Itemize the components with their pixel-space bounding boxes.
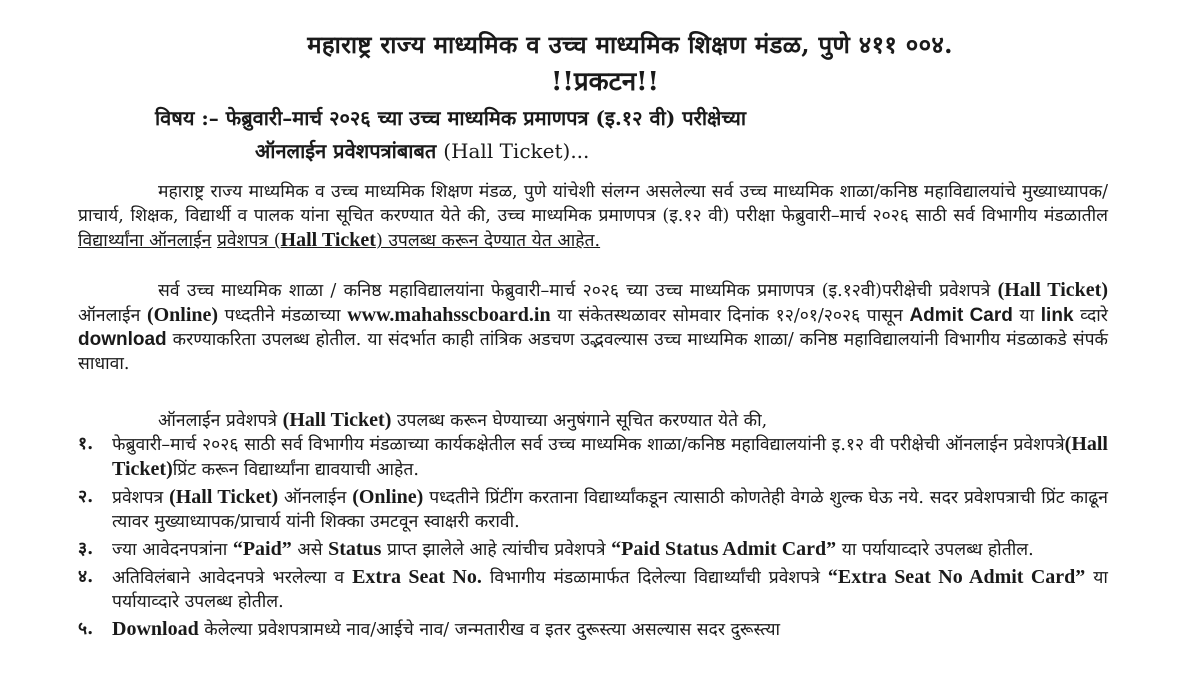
instruction-list	[78, 432, 1108, 645]
item-text	[112, 617, 1108, 642]
item2-t3: पध्दतीने प्रिंटींग करताना विद्यार्थ्यांकडून त्यासाठी कोणतेही वेगळे शुल्क घेऊ नये. सदर प्रवेशपत्राची प्रिंट काढून त्यावर मुख्याध्यापक/प्राचार्य यांनी शिक्का उमटवून स्वाक्षरी करावी.	[112, 488, 1108, 532]
item1-b1: (Hall Ticket)	[112, 433, 1108, 480]
para3-t1: ऑनलाईन प्रवेशपत्रे	[158, 411, 278, 431]
para2-b1: (Hall Ticket)	[997, 279, 1108, 301]
item3-b1: “Paid”	[232, 538, 292, 560]
item3-b2: Status	[328, 538, 382, 560]
item2-b1: (Hall Ticket)	[169, 486, 279, 508]
item3-t3: प्राप्त झालेले आहे त्यांचीच प्रवेशपत्रे	[387, 540, 606, 560]
paragraph-2	[78, 278, 1108, 376]
item5-t1: केलेल्या प्रवेशपत्रामध्ये नाव/आईचे नाव/ जन्मतारीख व इतर दुरूस्त्या असल्यास सदर दुरूस्त्या	[204, 620, 781, 640]
item4-t1: अतिविलंबाने आवेदनपत्रे भरलेल्या व	[112, 568, 345, 588]
para2-t4: या संकेतस्थळावर सोमवार दिनांक १२/०१/२०२६ पासून	[557, 306, 903, 326]
item4-b2: “Extra Seat No Admit Card”	[827, 566, 1086, 588]
subject-block	[155, 104, 1155, 164]
para1-u2a: प्रवेशपत्र (	[216, 231, 281, 251]
subject-line2-en: (Hall Ticket)...	[443, 139, 590, 163]
item-number: ३.	[78, 539, 94, 559]
item-number: १.	[78, 434, 94, 454]
item-text	[112, 432, 1108, 482]
item1-t1: फेब्रुवारी–मार्च २०२६ साठी सर्व विभागीय मंडळाच्या कार्यकक्षेतील सर्व उच्च माध्यमिक शाळा/कनिष्ठ महाविद्यालयांनी इ.१२ वी परीक्षेची ऑनलाईन प्रवेशपत्रे	[112, 435, 1065, 455]
item-text	[112, 537, 1108, 562]
list-item	[78, 565, 1108, 614]
para2-t5: या	[1019, 306, 1035, 326]
para2-t3: पध्दतीने मंडळाच्या	[224, 306, 341, 326]
item-number: ५.	[78, 619, 94, 639]
para2-b5: download	[78, 329, 167, 350]
item-text	[112, 485, 1108, 534]
para2-b4: link	[1040, 305, 1074, 326]
item-text	[112, 565, 1108, 614]
board-title: महाराष्ट्र राज्य माध्यमिक व उच्च माध्यमिक शिक्षण मंडळ, पुणे ४११ ००४.	[307, 30, 953, 59]
item2-t1: प्रवेशपत्र	[112, 488, 164, 508]
item3-t1: ज्या आवेदनपत्रांना	[112, 540, 228, 560]
subject-line2-mr: ऑनलाईन प्रवेशपत्रांबाबत	[255, 139, 437, 163]
item4-t3: या पर्यायाव्दारे उपलब्ध होतील.	[112, 568, 1108, 612]
item2-b2: (Online)	[352, 486, 424, 508]
item5-b1: Download	[112, 618, 199, 640]
item4-b1: Extra Seat No.	[352, 566, 482, 588]
para3-b1: (Hall Ticket)	[282, 409, 392, 431]
list-item	[78, 617, 1108, 642]
para1-text: महाराष्ट्र राज्य माध्यमिक व उच्च माध्यमिक शिक्षण मंडळ, पुणे यांचेशी संलग्न असलेल्या सर्व उच्च माध्यमिक शाळा/कनिष्ठ महाविद्यालयांचे मुख्याध्यापक/प्राचार्य, शिक्षक, विद्यार्थी व पालक यांना सूचित करण्यात येते की, उच्च माध्यमिक प्रमाणपत्र (इ.१२ वी) परीक्षा फेब्रुवारी–मार्च २०२६ साठी सर्व विभागीय मंडळातील	[78, 182, 1108, 226]
paragraph-1	[78, 180, 1108, 253]
item3-t4: या पर्यायाव्दारे उपलब्ध होतील.	[841, 540, 1034, 560]
item2-t2: ऑनलाईन	[284, 488, 347, 508]
list-item	[78, 537, 1108, 562]
para2-t6: व्दारे	[1080, 306, 1108, 326]
item3-t2: असे	[297, 540, 323, 560]
item3-b3: “Paid Status Admit Card”	[611, 538, 837, 560]
item-number: ४.	[78, 567, 94, 587]
website-link[interactable]: www.mahahsscboard.in	[347, 304, 551, 326]
para2-t1: सर्व उच्च माध्यमिक शाळा / कनिष्ठ महाविद्यालयांना फेब्रुवारी–मार्च २०२६ च्या उच्च माध्यमिक प्रमाणपत्र (इ.१२वी)परीक्षेची प्रवेशपत्रे	[158, 281, 991, 301]
para2-b3: Admit Card	[909, 305, 1013, 326]
list-item	[78, 485, 1108, 534]
item-number: २.	[78, 487, 94, 507]
para3-t2: उपलब्ध करून घेण्याच्या अनुषंगाने सूचित करण्यात येते की,	[396, 411, 768, 431]
subject-line2	[155, 137, 1155, 164]
paragraph-3	[78, 408, 1108, 433]
para1-underlined-1: विद्यार्थ्यांना ऑनलाईन	[78, 231, 212, 251]
para2-b2: (Online)	[146, 304, 219, 326]
item4-t2: विभागीय मंडळामार्फत दिलेल्या विद्यार्थ्यांची प्रवेशपत्रे	[489, 568, 820, 588]
notice-title: !!प्रकटन!!	[551, 67, 659, 97]
para1-underlined-2	[217, 231, 600, 251]
subject-label: विषय :–	[155, 106, 219, 130]
para1-u2b: Hall Ticket	[280, 229, 376, 251]
item1-t2: प्रिंट करून विद्यार्थ्यांना द्यावयाची आहेत.	[172, 460, 419, 480]
list-item	[78, 432, 1108, 482]
para2-t7: करण्याकरिता उपलब्ध होतील. या संदर्भात काही तांत्रिक अडचण उद्भवल्यास उच्च माध्यमिक शाळा/ कनिष्ठ महाविद्यालयांनी विभागीय मंडळाकडे संपर्क साधावा.	[78, 330, 1108, 374]
para2-t2: ऑनलाईन	[78, 306, 141, 326]
para1-u2c: ) उपलब्ध करून देण्यात येत आहेत.	[375, 231, 601, 251]
subject-line1: फेब्रुवारी–मार्च २०२६ च्या उच्च माध्यमिक प्रमाणपत्र (इ.१२ वी) परीक्षेच्या	[225, 106, 747, 130]
